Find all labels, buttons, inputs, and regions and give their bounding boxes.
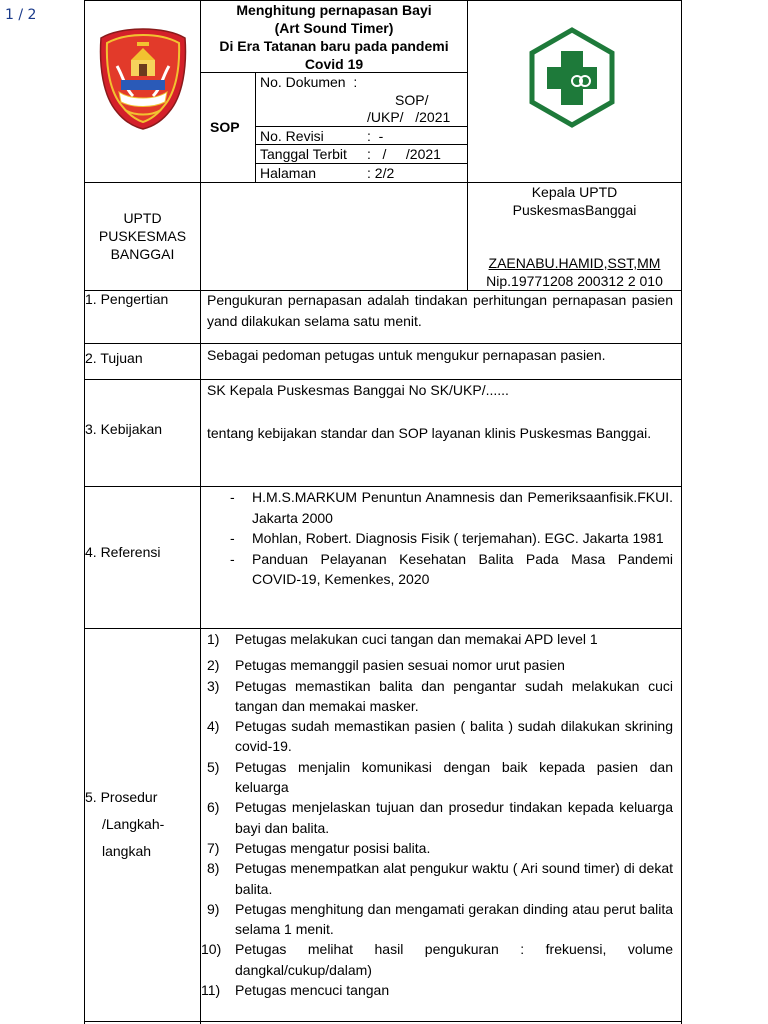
procedure-step (201, 655, 673, 675)
title-line: (Art Sound Timer) (274, 20, 394, 36)
step-number: 5) (207, 758, 220, 775)
step-number: 1) (207, 631, 220, 647)
step-text: Petugas menjalin komunikasi dengan baik kepada pasien dan keluarga (235, 758, 673, 796)
step-number: 4) (207, 718, 220, 735)
step-text: Petugas menjelaskan tujuan dan prosedur tindakan kepada keluarga bayi dan balita. (235, 799, 673, 836)
step-text: Petugas melihat hasil pengukuran : frekuensi, volume dangkal/cukup/dalam) (235, 941, 673, 978)
document-title (201, 1, 467, 73)
head-nip: Nip.19771208 200312 2 010 (486, 273, 663, 289)
head-title (468, 183, 681, 219)
sop-document (84, 0, 682, 1024)
step-text: Petugas melakukan cuci tangan dan memakai APD level 1 (235, 631, 598, 647)
org-name (85, 209, 200, 263)
reference-item (201, 487, 673, 528)
reference-item (201, 528, 673, 549)
bullet-dash: - (230, 489, 235, 505)
page-value: : 2/2 (367, 165, 395, 181)
procedure-step (201, 797, 673, 838)
puskesmas-logo (527, 27, 617, 128)
label-line: /Langkah- (102, 816, 165, 832)
reference-list (201, 487, 673, 590)
step-text: Petugas memanggil pasien sesuai nomor urut pasien (235, 657, 565, 674)
step-text: Petugas mengatur posisi balita. (235, 839, 431, 856)
row-divider (85, 343, 681, 344)
section-label-prosedur (85, 784, 164, 865)
procedure-step (201, 838, 673, 858)
label-line: langkah (102, 843, 152, 859)
section-label-tujuan: 2. Tujuan (85, 350, 143, 366)
regency-crest-logo (97, 26, 189, 130)
step-number: 6) (207, 799, 220, 816)
procedure-step (201, 757, 673, 798)
reference-text: Panduan Pelayanan Kesehatan Balita Pada Masa Pandemi COVID-19, Kemenkes, 2020 (252, 550, 673, 587)
step-text: Petugas memastikan balita dan pengantar sudah melakukan cuci tangan dan memakai masker. (235, 677, 673, 714)
reference-text: Mohlan, Robert. Diagnosis Fisik ( terjemahan). EGC. Jakarta 1981 (252, 530, 664, 546)
step-text: Petugas menempatkan alat pengukur waktu ( Ari sound timer) di dekat balita. (235, 860, 673, 897)
org-name-line: BANGGAI (110, 246, 175, 262)
reference-text: H.M.S.MARKUM Penuntun Anamnesis dan Pemeriksaanfisik.FKUI. Jakarta 2000 (252, 489, 673, 526)
step-text: Petugas mencuci tangan (235, 982, 390, 999)
org-name-line: UPTD (123, 210, 162, 226)
head-title-line: Kepala UPTD (531, 184, 618, 200)
row-divider (85, 1021, 681, 1022)
revision-value: : - (367, 128, 384, 144)
head-name: ZAENABU.HAMID,SST,MM (488, 255, 661, 271)
reference-item (201, 549, 673, 590)
section-label-kebijakan: 3. Kebijakan (85, 421, 163, 437)
title-line: Covid 19 (304, 56, 364, 72)
page-label: Halaman (260, 165, 317, 181)
date-value: : / /2021 (367, 146, 441, 162)
step-number: 9) (207, 900, 220, 917)
procedure-step (201, 899, 673, 940)
step-text: Petugas menghitung dan mengamati gerakan dinding atau perut balita selama 1 menit. (235, 900, 673, 938)
procedure-list (201, 629, 673, 1000)
title-line: Di Era Tatanan baru pada pandemi (219, 38, 449, 54)
bullet-dash: - (230, 530, 235, 546)
doc-number-value: /UKP/ /2021 (367, 109, 451, 125)
org-name-line: PUSKESMAS (98, 228, 187, 244)
title-line: Menghitung pernapasan Bayi (236, 2, 432, 18)
row-divider (85, 379, 681, 380)
step-number: 3) (207, 677, 220, 694)
page-indicator: 1 / 2 (5, 7, 37, 23)
section-text-pengertian: Pengukuran pernapasan adalah tindakan perhitungan pernapasan pasien yand dilakukan selama satu menit. (207, 292, 673, 329)
section-label-pengertian: 1. Pengertian (85, 291, 169, 307)
policy-line: tentang kebijakan standar dan SOP layanan klinis Puskesmas Banggai. (207, 425, 652, 441)
date-label: Tanggal Terbit (260, 146, 347, 162)
section-text-tujuan: Sebagai pedoman petugas untuk mengukur pernapasan pasien. (207, 347, 606, 363)
step-text: Petugas sudah memastikan pasien ( balita ) sudah dilakukan skrining covid-19. (235, 718, 673, 755)
revision-label: No. Revisi (260, 128, 324, 144)
head-title-line: PuskesmasBanggai (512, 202, 637, 218)
step-number: 8) (207, 860, 220, 877)
right-column-divider (467, 0, 468, 290)
policy-line: SK Kepala Puskesmas Banggai No SK/UKP/...... (207, 382, 509, 398)
sop-label: SOP (210, 119, 240, 135)
doc-number-label: No. Dokumen : (260, 74, 358, 90)
procedure-step (201, 629, 673, 649)
bullet-dash: - (230, 550, 235, 567)
procedure-step (201, 939, 673, 980)
doc-number-value: SOP/ (395, 92, 429, 108)
step-number: 7) (207, 839, 220, 856)
procedure-step (201, 980, 673, 1000)
procedure-step (201, 858, 673, 899)
sop-label-divider (255, 72, 256, 182)
step-number: 10) (201, 941, 222, 958)
step-number: 11) (201, 982, 221, 999)
procedure-step (201, 676, 673, 717)
section-label-referensi: 4. Referensi (85, 544, 161, 560)
step-number: 2) (207, 657, 220, 674)
procedure-step (201, 716, 673, 757)
label-line: 5. Prosedur (85, 789, 158, 805)
